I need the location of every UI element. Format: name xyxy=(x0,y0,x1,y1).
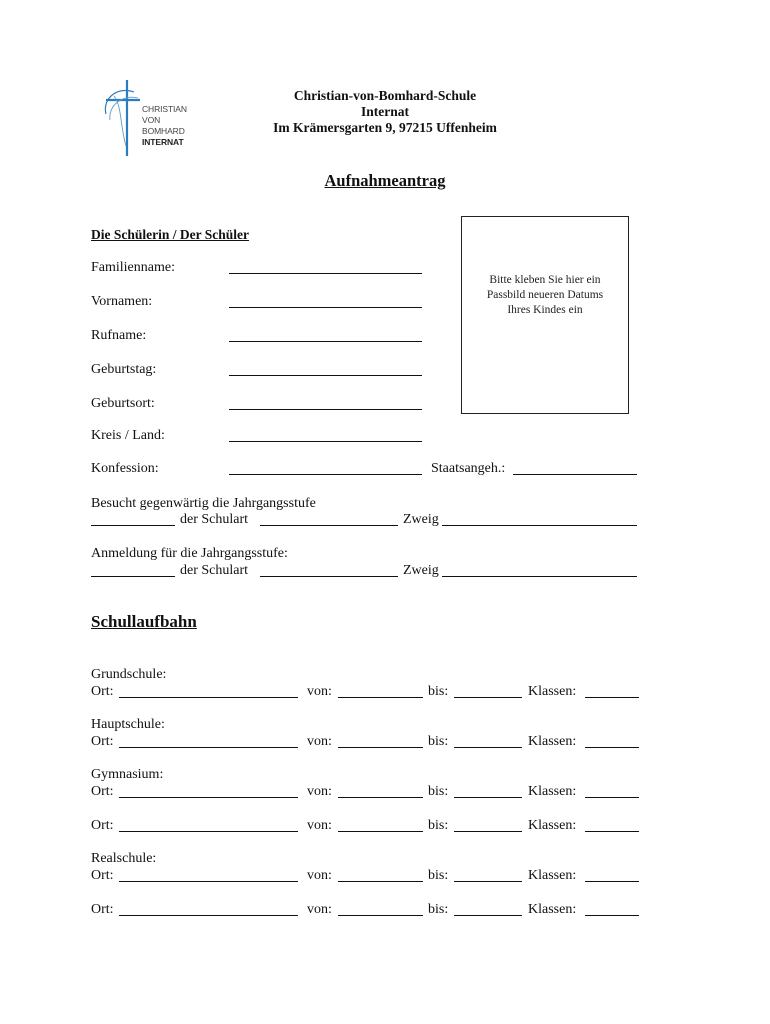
registration-branch-field[interactable] xyxy=(442,576,637,577)
logo-line-3: BOMHARD xyxy=(142,126,185,136)
school-logo xyxy=(100,76,200,158)
school-division: Internat xyxy=(361,104,409,119)
classes-field-grundschule[interactable] xyxy=(585,697,639,698)
to-field-realschule-2[interactable] xyxy=(454,915,522,916)
current-branch-label: Zweig xyxy=(403,512,439,527)
place-label: Ort: xyxy=(91,868,114,883)
school-type-label-gymnasium: Gymnasium: xyxy=(91,767,164,782)
classes-field-realschule[interactable] xyxy=(585,881,639,882)
place-label: Ort: xyxy=(91,902,114,917)
place-field-hauptschule[interactable] xyxy=(119,747,298,748)
to-field-gymnasium[interactable] xyxy=(454,797,522,798)
from-label: von: xyxy=(307,784,332,799)
current-grade-label: Besucht gegenwärtig die Jahrgangsstufe xyxy=(91,496,316,511)
cross-logo-icon xyxy=(100,76,144,158)
school-type-label-grundschule: Grundschule: xyxy=(91,667,167,682)
current-schoolform-label: der Schulart xyxy=(180,512,249,527)
school-address: Im Krämersgarten 9, 97215 Uffenheim xyxy=(273,120,497,135)
callname-label: Rufname: xyxy=(91,328,147,343)
place-label: Ort: xyxy=(91,784,114,799)
school-type-label-hauptschule: Hauptschule: xyxy=(91,717,165,732)
birthplace-label: Geburtsort: xyxy=(91,396,155,411)
first-names-label: Vornamen: xyxy=(91,294,153,309)
to-field-hauptschule[interactable] xyxy=(454,747,522,748)
registration-schoolform-field[interactable] xyxy=(260,576,398,577)
photo-instructions: Bitte kleben Sie hier ein Passbild neueren Datums Ihres Kindes ein xyxy=(486,274,604,316)
district-field[interactable] xyxy=(229,441,422,442)
from-field-gymnasium[interactable] xyxy=(338,797,423,798)
current-branch-field[interactable] xyxy=(442,525,637,526)
place-field-gymnasium[interactable] xyxy=(119,797,298,798)
page-title: Aufnahmeantrag xyxy=(324,171,446,190)
classes-label: Klassen: xyxy=(528,818,577,833)
classes-label: Klassen: xyxy=(528,784,577,799)
birthplace-field[interactable] xyxy=(229,409,422,410)
place-field-realschule[interactable] xyxy=(119,881,298,882)
surname-field[interactable] xyxy=(229,273,422,274)
logo-line-4: INTERNAT xyxy=(142,137,184,147)
from-label: von: xyxy=(307,684,332,699)
classes-label: Klassen: xyxy=(528,902,577,917)
classes-label: Klassen: xyxy=(528,868,577,883)
classes-field-gymnasium-2[interactable] xyxy=(585,831,639,832)
citizenship-label: Staatsangeh.: xyxy=(431,461,506,476)
school-header xyxy=(200,88,570,136)
birthdate-label: Geburtstag: xyxy=(91,362,157,377)
place-field-realschule-2[interactable] xyxy=(119,915,298,916)
to-label: bis: xyxy=(428,734,449,749)
from-field-grundschule[interactable] xyxy=(338,697,423,698)
citizenship-field[interactable] xyxy=(513,474,637,475)
confession-field[interactable] xyxy=(229,474,422,475)
registration-branch-label: Zweig xyxy=(403,563,439,578)
classes-field-realschule-2[interactable] xyxy=(585,915,639,916)
birthdate-field[interactable] xyxy=(229,375,422,376)
from-label: von: xyxy=(307,902,332,917)
from-field-realschule[interactable] xyxy=(338,881,423,882)
current-grade-field[interactable] xyxy=(91,525,175,526)
place-field-gymnasium-2[interactable] xyxy=(119,831,298,832)
from-label: von: xyxy=(307,734,332,749)
classes-label: Klassen: xyxy=(528,734,577,749)
surname-label: Familienname: xyxy=(91,260,175,275)
student-section-heading: Die Schülerin / Der Schüler xyxy=(91,227,249,242)
place-label: Ort: xyxy=(91,684,114,699)
place-label: Ort: xyxy=(91,818,114,833)
to-field-grundschule[interactable] xyxy=(454,697,522,698)
from-label: von: xyxy=(307,868,332,883)
registration-grade-label: Anmeldung für die Jahrgangsstufe: xyxy=(91,546,288,561)
from-field-realschule-2[interactable] xyxy=(338,915,423,916)
to-field-realschule[interactable] xyxy=(454,881,522,882)
logo-line-1: CHRISTIAN xyxy=(142,104,187,114)
to-label: bis: xyxy=(428,818,449,833)
from-field-hauptschule[interactable] xyxy=(338,747,423,748)
school-history-heading: Schullaufbahn xyxy=(91,612,197,631)
school-type-label-realschule: Realschule: xyxy=(91,851,157,866)
classes-field-hauptschule[interactable] xyxy=(585,747,639,748)
district-label: Kreis / Land: xyxy=(91,428,165,443)
place-field-grundschule[interactable] xyxy=(119,697,298,698)
to-label: bis: xyxy=(428,902,449,917)
classes-label: Klassen: xyxy=(528,684,577,699)
passport-photo-box xyxy=(461,216,629,414)
from-field-gymnasium-2[interactable] xyxy=(338,831,423,832)
classes-field-gymnasium[interactable] xyxy=(585,797,639,798)
school-name: Christian-von-Bomhard-Schule xyxy=(293,88,477,103)
to-label: bis: xyxy=(428,868,449,883)
confession-label: Konfession: xyxy=(91,461,159,476)
logo-line-2: VON xyxy=(142,115,161,125)
from-label: von: xyxy=(307,818,332,833)
to-label: bis: xyxy=(428,684,449,699)
place-label: Ort: xyxy=(91,734,114,749)
registration-grade-field[interactable] xyxy=(91,576,175,577)
to-field-gymnasium-2[interactable] xyxy=(454,831,522,832)
first-names-field[interactable] xyxy=(229,307,422,308)
callname-field[interactable] xyxy=(229,341,422,342)
current-schoolform-field[interactable] xyxy=(260,525,398,526)
registration-schoolform-label: der Schulart xyxy=(180,563,249,578)
to-label: bis: xyxy=(428,784,449,799)
